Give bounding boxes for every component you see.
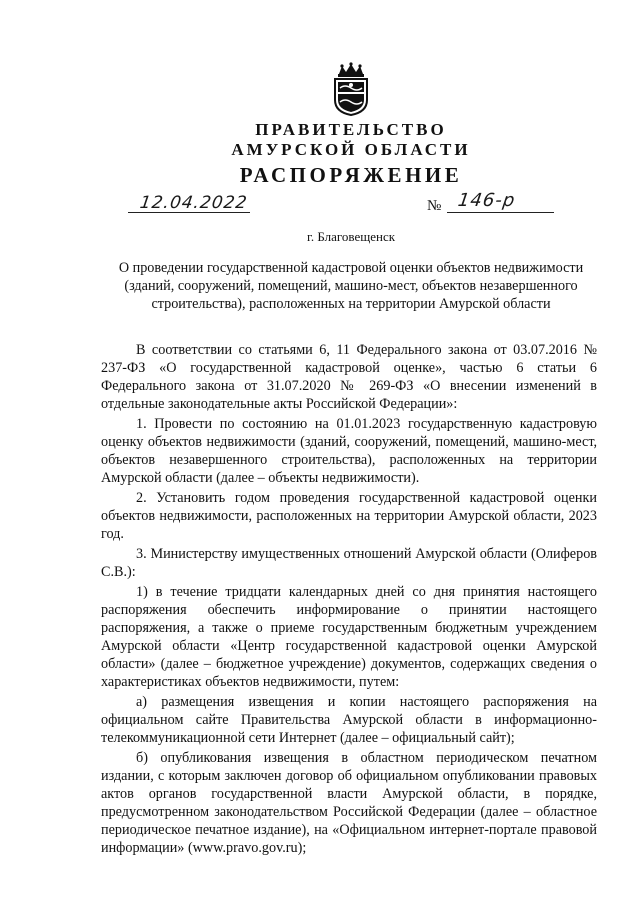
handwritten-number: 146-р — [456, 190, 517, 211]
handwritten-date: 12.04.2022 — [138, 193, 249, 213]
paragraph-subitem-a: а) размещения извещения и копии настоящего распоряжения на официальном сайте Правительства Амурской области в информационно-телекоммуникационной сети Интернет (далее – официальный сайт); — [101, 694, 597, 746]
paragraph-item-2: 2. Установить годом проведения государственной кадастровой оценки объектов недвижимости, расположенных на территории Амурской области, 2023 год. — [101, 490, 597, 542]
city-label: г. Благовещенск — [306, 229, 396, 244]
paragraph-item-3: 3. Министерству имущественных отношений Амурской области (Олиферов С.В.): — [101, 546, 597, 580]
region-title: АМУРСКОЙ ОБЛАСТИ — [231, 140, 471, 159]
paragraph-preamble: В соответствии со статьями 6, 11 Федерального закона от 03.07.2016 № 237-ФЗ «О государственной кадастровой оценке», частью 6 статьи 6 Федерального закона от 31.07.2020 № 269-ФЗ «О внесении изменений в отдельные законодательные акты Российской Федерации»: — [101, 342, 597, 412]
government-title: ПРАВИТЕЛЬСТВО — [255, 120, 447, 139]
document-type-title: РАСПОРЯЖЕНИЕ — [239, 163, 463, 187]
document-title: О проведении государственной кадастровой оценки объектов недвижимости (зданий, сооружений, помещений, машино-мест, объектов незавершенного строительства), расположенных на территории Амурской области — [118, 260, 584, 312]
coat-of-arms-icon — [327, 62, 375, 116]
document-body — [101, 341, 597, 859]
paragraph-subitem-1: 1) в течение тридцати календарных дней со дня принятия настоящего распоряжения обеспечить информирование о принятии настоящего распоряжения, а также о приеме государственным бюджетным учреждением Амурской области «Центр государственной кадастровой оценки Амурской области» (далее – бюджетное учреждение) документов, содержащих сведения о характеристиках объектов недвижимости, путем: — [101, 584, 597, 690]
number-label: № — [427, 198, 442, 214]
paragraph-item-1: 1. Провести по состоянию на 01.01.2023 государственную кадастровую оценку объектов недвижимости (зданий, сооружений, помещений, машино-мест, объектов незавершенного строительства), расположенных на территории Амурской области (далее – объекты недвижимости). — [101, 416, 597, 486]
paragraph-subitem-b: б) опубликования извещения в областном периодическом печатном издании, с которым заключен договор об официальном опубликовании правовых актов органов государственной власти Амурской области, в порядке, предусмотренном законодательством Российской Федерации (далее – областное периодическое печатное издание), на «Официальном интернет-портале правовой информации» (www.pravo.gov.ru); — [101, 750, 597, 856]
number-underline — [447, 212, 554, 213]
